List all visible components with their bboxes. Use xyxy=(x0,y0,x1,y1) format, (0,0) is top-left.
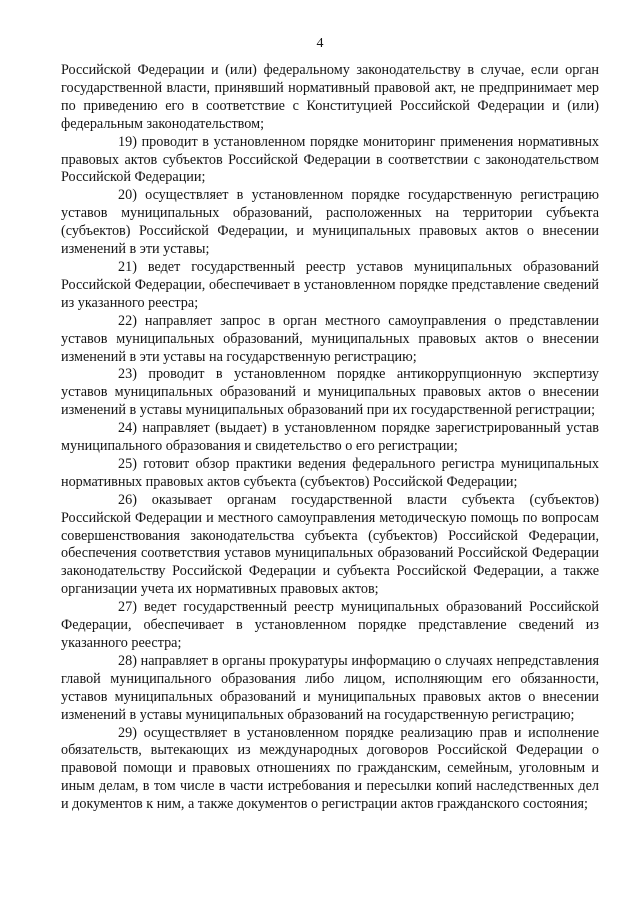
paragraph-item-27: 27) ведет государственный реестр муниципальных образований Российской Федерации, обеспечивает в установленном порядке представление сведений из указанного реестра; xyxy=(61,599,599,651)
paragraph-item-23: 23) проводит в установленном порядке антикоррупционную экспертизу уставов муниципальных образований и муниципальных правовых актов о внесении изменений в уставы муниципальных образований при их государственной регистрации; xyxy=(61,366,599,419)
paragraph-item-25: 25) готовит обзор практики ведения федерального регистра муниципальных нормативных правовых актов субъекта (субъектов) Российской Федерации; xyxy=(61,455,599,490)
paragraph-item-28: 28) направляет в органы прокуратуры информацию о случаях непредставления главой муниципального образования либо лицом, исполняющим его обязанности, уставов муниципальных образований и муниципальных правовых актов о внесении изменений в уставы муниципальных образований на государственную регистрацию; xyxy=(61,652,599,723)
paragraph-item-22: 22) направляет запрос в орган местного самоуправления о представлении уставов муниципальных образований, муниципальных правовых актов о внесении изменений в эти уставы на государственную регистрацию; xyxy=(61,312,599,365)
paragraph-continuation: Российской Федерации и (или) федеральному законодательству в случае, если орган государственной власти, принявший нормативный правовой акт, не предпринимает мер по приведению его в соответствие с Конституцией Российской Федерации и (или) федеральным законодательством; xyxy=(61,62,599,132)
paragraph-item-19: 19) проводит в установленном порядке мониторинг применения нормативных правовых актов субъектов Российской Федерации в соответствии с законодательством Российской Федерации; xyxy=(61,133,599,186)
paragraph-item-24: 24) направляет (выдает) в установленном порядке зарегистрированный устав муниципального образования и свидетельство о его регистрации; xyxy=(61,420,599,455)
paragraph-item-29: 29) осуществляет в установленном порядке реализацию прав и исполнение обязательств, вытекающих из международных договоров Российской Федерации о правовой помощи и правовых отношениях по гражданским, семейным, уголовным и иным делам, в том числе в части истребования и пересылки копий наследственных дел и документов к ним, а также документов о регистрации актов гражданского состояния; xyxy=(61,724,599,813)
paragraph-item-21: 21) ведет государственный реестр уставов муниципальных образований Российской Федерации, обеспечивает в установленном порядке представление сведений из указанного реестра; xyxy=(61,258,599,311)
paragraph-item-26: 26) оказывает органам государственной власти субъекта (субъектов) Российской Федерации и местного самоуправления методическую помощь по вопросам совершенствования законодательства субъекта (субъектов) Российской Федерации, обеспечения соответствия уставов муниципальных образований Российской Федерации законодательству Российской Федерации и субъекта Российской Федерации, а также организации учета их нормативных правовых актов; xyxy=(61,491,599,598)
document-body xyxy=(61,62,599,814)
page-number: 4 xyxy=(316,36,324,51)
paragraph-item-20: 20) осуществляет в установленном порядке государственную регистрацию уставов муниципальных образований, расположенных на территории субъекта (субъектов) Российской Федерации, и муниципальных правовых актов о внесении изменений в эти уставы; xyxy=(61,187,599,258)
